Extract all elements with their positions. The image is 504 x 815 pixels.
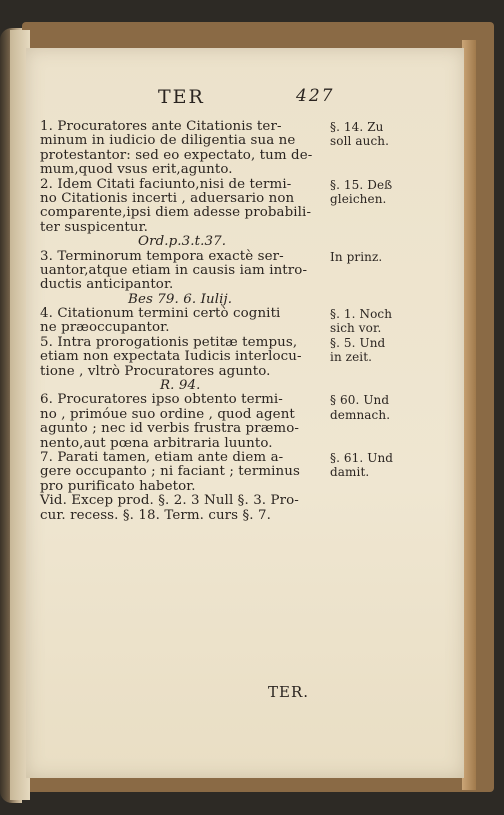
text-line [40, 465, 450, 479]
line-text: cur. recess. §. 18. Term. curs §. 7. [40, 507, 271, 523]
text-line [40, 134, 450, 148]
line-text: gere occupanto ; ni faciant ; terminus [40, 464, 300, 480]
text-line [40, 321, 450, 335]
page-number: 427 [296, 86, 335, 106]
text-line [40, 437, 450, 451]
line-text: ter suspicentur. [40, 219, 149, 235]
text-line [40, 494, 450, 508]
text-line [40, 178, 450, 192]
text-line [40, 365, 450, 379]
reference-line: Ord.p.3.t.37. [138, 234, 227, 250]
text-line [40, 221, 450, 235]
text-line [40, 408, 450, 422]
marginal-note: §. 1. Noch [330, 307, 393, 322]
text-line [40, 264, 450, 278]
marginal-note: §. 61. Und [330, 450, 394, 465]
marginal-note: §. 5. Und [330, 335, 386, 350]
line-text: 5. Intra prorogationis petitæ tempus, [40, 334, 298, 350]
text-line [40, 250, 450, 264]
reference-line: Bes 79. 6. Iulij. [128, 291, 233, 307]
text-line [40, 120, 450, 134]
line-text: protestantor: sed eo expectato, tum de- [40, 147, 313, 163]
text-line [40, 422, 450, 436]
marginal-note: §. 14. Zu [330, 120, 384, 134]
line-text: tione , vltrò Procuratores agunto. [40, 363, 271, 379]
line-text: ductis anticipantor. [40, 277, 174, 293]
text-line [40, 293, 450, 307]
text-line [40, 393, 450, 407]
marginal-note: gleichen. [330, 191, 387, 206]
text-line [40, 235, 450, 249]
line-text: pro purificato habetor. [40, 478, 196, 494]
marginal-note: §. 15. Deß [330, 177, 393, 192]
body-text [40, 120, 450, 523]
text-line [40, 149, 450, 163]
text-line [40, 206, 450, 220]
line-text: 3. Terminorum tempora exactè ser- [40, 248, 284, 264]
line-text: mum,quod vsus erit,agunto. [40, 162, 233, 178]
line-text: no Citationis incerti , aduersario non [40, 190, 295, 206]
line-text: 1. Procuratores ante Citationis ter- [40, 119, 282, 134]
line-text: 2. Idem Citati faciunto,nisi de termi- [40, 176, 292, 192]
reference-line: R. 94. [160, 378, 201, 394]
line-text: ne præoccupantor. [40, 320, 170, 336]
text-line [40, 163, 450, 177]
text-line [40, 307, 450, 321]
line-text: no , primóue suo ordine , quod agent [40, 406, 295, 422]
text-line [40, 278, 450, 292]
line-text: 7. Parati tamen, etiam ante diem a- [40, 449, 284, 465]
text-line [40, 451, 450, 465]
catchword: TER. [268, 683, 310, 701]
page-block-edge [462, 40, 476, 790]
line-text: Vid. Excep prod. §. 2. 3 Null §. 3. Pro- [40, 493, 299, 509]
line-text: minum in iudicio de diligentia sua ne [40, 133, 296, 149]
text-line [40, 336, 450, 350]
line-text: nento,aut pœna arbitraria luunto. [40, 435, 273, 451]
text-line [40, 509, 450, 523]
line-text: 4. Citationum termini certò cogniti [40, 306, 281, 322]
marginal-note: damit. [330, 465, 370, 480]
marginal-note: soll auch. [330, 134, 390, 149]
marginal-note: demnach. [330, 407, 391, 422]
text-line [40, 192, 450, 206]
line-text: uantor,atque etiam in causis iam intro- [40, 262, 308, 278]
marginal-note: In prinz. [330, 249, 383, 264]
text-line [40, 480, 450, 494]
marginal-note: § 60. Und [330, 393, 390, 408]
line-text: etiam non expectata Iudicis interlocu- [40, 349, 302, 365]
line-text: agunto ; nec id verbis frustra præmo- [40, 421, 299, 437]
text-line [40, 350, 450, 364]
line-text: comparente,ipsi diem adesse probabili- [40, 205, 312, 221]
text-line [40, 379, 450, 393]
running-head: TER [158, 86, 205, 108]
line-text: 6. Procuratores ipso obtento termi- [40, 392, 283, 408]
marginal-note: sich vor. [330, 321, 382, 336]
marginal-note: in zeit. [330, 350, 373, 365]
